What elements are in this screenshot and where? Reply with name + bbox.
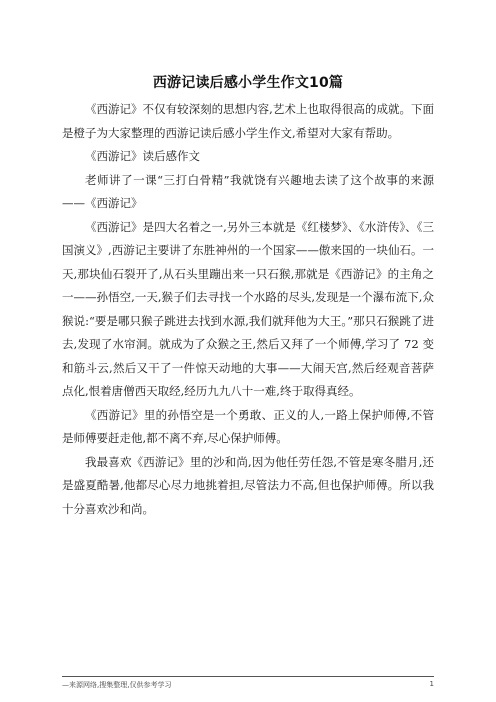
- footer-source-note: —来源网络,搜集整理,仅供参考学习: [62, 681, 172, 689]
- body-paragraph: 老师讲了一课“三打白骨精”我就饶有兴趣地去读了这个故事的来源——《西游记》: [62, 172, 434, 210]
- body-paragraph: 《西游记》里的孙悟空是一个勇敢、正义的人,一路上保护师傅,不管是师傅要赶走他,都不离不弃,尽心保护师傅。: [62, 407, 434, 445]
- section-heading: 《西游记》读后感作文: [85, 149, 200, 163]
- body-paragraph: 《西游记》是四大名着之一,另外三本就是《红楼梦》、《水浒传》、《三国演义》,西游记主要讲了东胜神州的一个国家——傲来国的一块仙石。一天,那块仙石裂开了,从石头里蹦出来一只石猴,那就是《西游记》的主角之一——孙悟空,一天,猴子们去寻找一个水路的尽头,发现是一个瀑布流下,众猴说:“要是哪只猴子跳进去找到水源,我们就拜他为大王。”那只石猴跳了进去,发现了水帘洞。就成为了众猴之王,然后又拜了一个师傅,学习了 72 变和筋斗云,然后又干了一件惊天动地的大事——大闹天宫,然后经观音菩萨点化,恨着唐僧西天取经,经历九九八十一难,终于取得真经。: [62, 219, 434, 398]
- page-number: 1: [429, 680, 434, 688]
- document-body: [62, 98, 434, 521]
- intro-paragraph: 《西游记》不仅有较深刻的思想内容,艺术上也取得很高的成就。下面是橙子为大家整理的西游记读后感小学生作文,希望对大家有帮助。: [62, 102, 434, 140]
- body-paragraph: 我最喜欢《西游记》里的沙和尚,因为他任劳任怨,不管是寒冬腊月,还是盛夏酷暑,他都尽心尽力地挑着担,尽管法力不高,但也保护师傅。所以我十分喜欢沙和尚。: [62, 454, 434, 516]
- footer-divider: [62, 676, 434, 677]
- document-title: 西游记读后感小学生作文10篇: [152, 75, 344, 91]
